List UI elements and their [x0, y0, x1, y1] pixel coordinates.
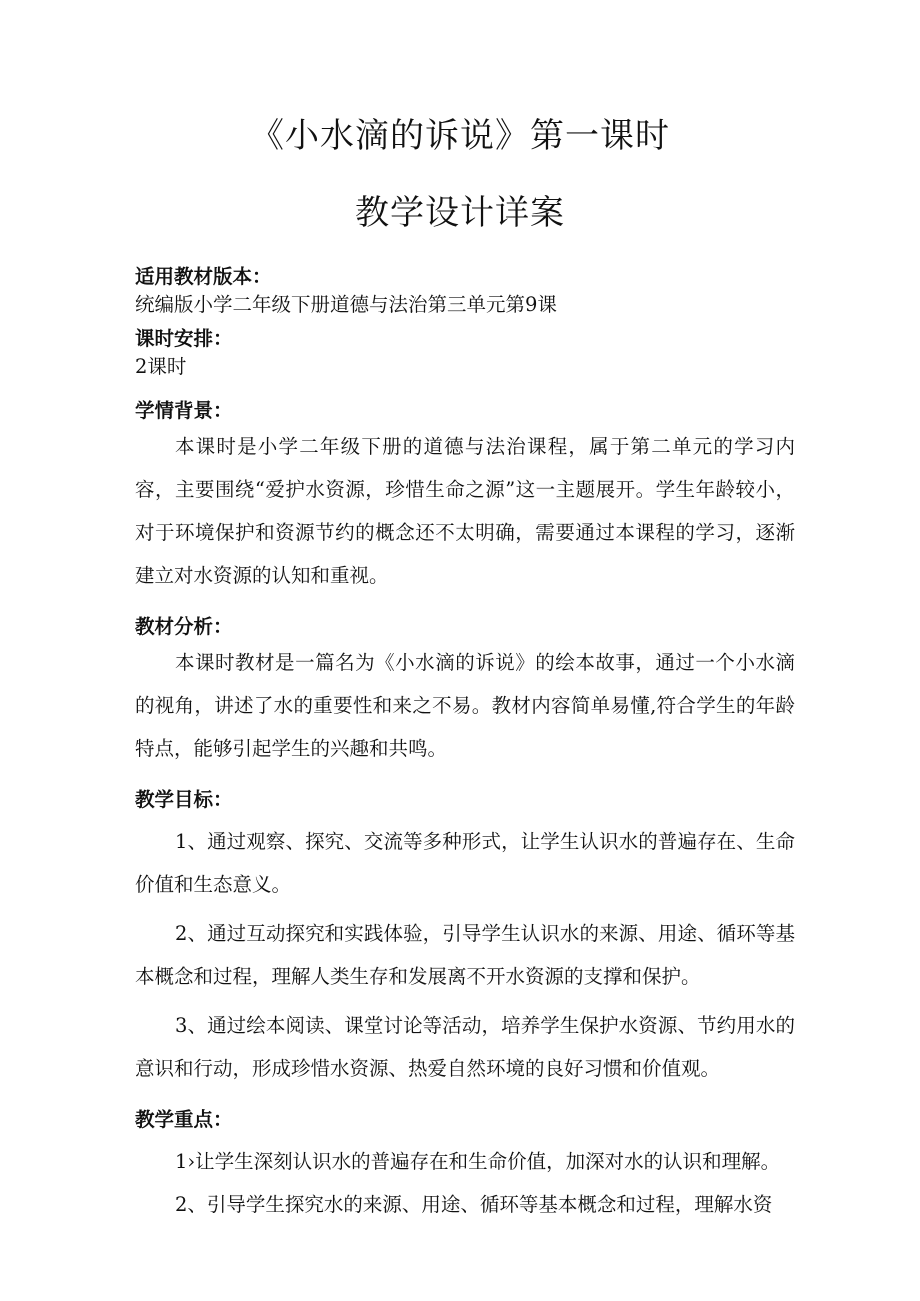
document-title-line-1: 《小水滴的诉说》第一课时 — [250, 116, 670, 156]
goal-item-3: 3、通过绘本阅读、课堂讨论等活动，培养学生保护水资源、节约用水的意识和行动，形成珍惜水资源、热爱自然环境的良好习惯和价值观。 — [135, 1014, 795, 1080]
keypoint-item-1: 1›让学生深刻认识水的普遍存在和生命价值，加深对水的认识和理解。 — [174, 1150, 781, 1173]
goals-label: 教学目标： — [135, 788, 233, 811]
schedule-label: 课时安排： — [135, 327, 233, 350]
goal-item-2: 2、通过互动探究和实践体验，引导学生认识水的来源、用途、循环等基本概念和过程，理解人类生存和发展离不开水资源的支撑和保护。 — [135, 922, 795, 988]
background-paragraph: 本课时是小学二年级下册的道德与法治课程，属于第二单元的学习内容，主要围绕“爱护水资源，珍惜生命之源”这一主题展开。学生年龄较小，对于环境保护和资源节约的概念还不太明确，需要通过本课程的学习，逐渐建立对水资源的认知和重视。 — [135, 435, 795, 587]
document-title-line-2: 教学设计详案 — [355, 193, 565, 233]
schedule-value: 2课时 — [135, 355, 187, 378]
analysis-label: 教材分析： — [135, 615, 233, 638]
textbook-label: 适用教材版本： — [135, 265, 272, 288]
document-body — [135, 263, 795, 1226]
goal-item-1: 1、通过观察、探究、交流等多种形式，让学生认识水的普遍存在、生命价值和生态意义。 — [135, 830, 795, 896]
textbook-value: 统编版小学二年级下册道德与法治第三单元第9课 — [135, 293, 557, 316]
keypoint-item-2: 2、引导学生探究水的来源、用途、循环等基本概念和过程，理解水资 — [174, 1193, 773, 1216]
background-label: 学情背景： — [135, 399, 233, 422]
analysis-paragraph: 本课时教材是一篇名为《小水滴的诉说》的绘本故事，通过一个小水滴的视角，讲述了水的重要性和来之不易。教材内容简单易懂,符合学生的年龄特点，能够引起学生的兴趣和共鸣。 — [135, 651, 795, 760]
keypoints-label: 教学重点： — [135, 1108, 233, 1131]
